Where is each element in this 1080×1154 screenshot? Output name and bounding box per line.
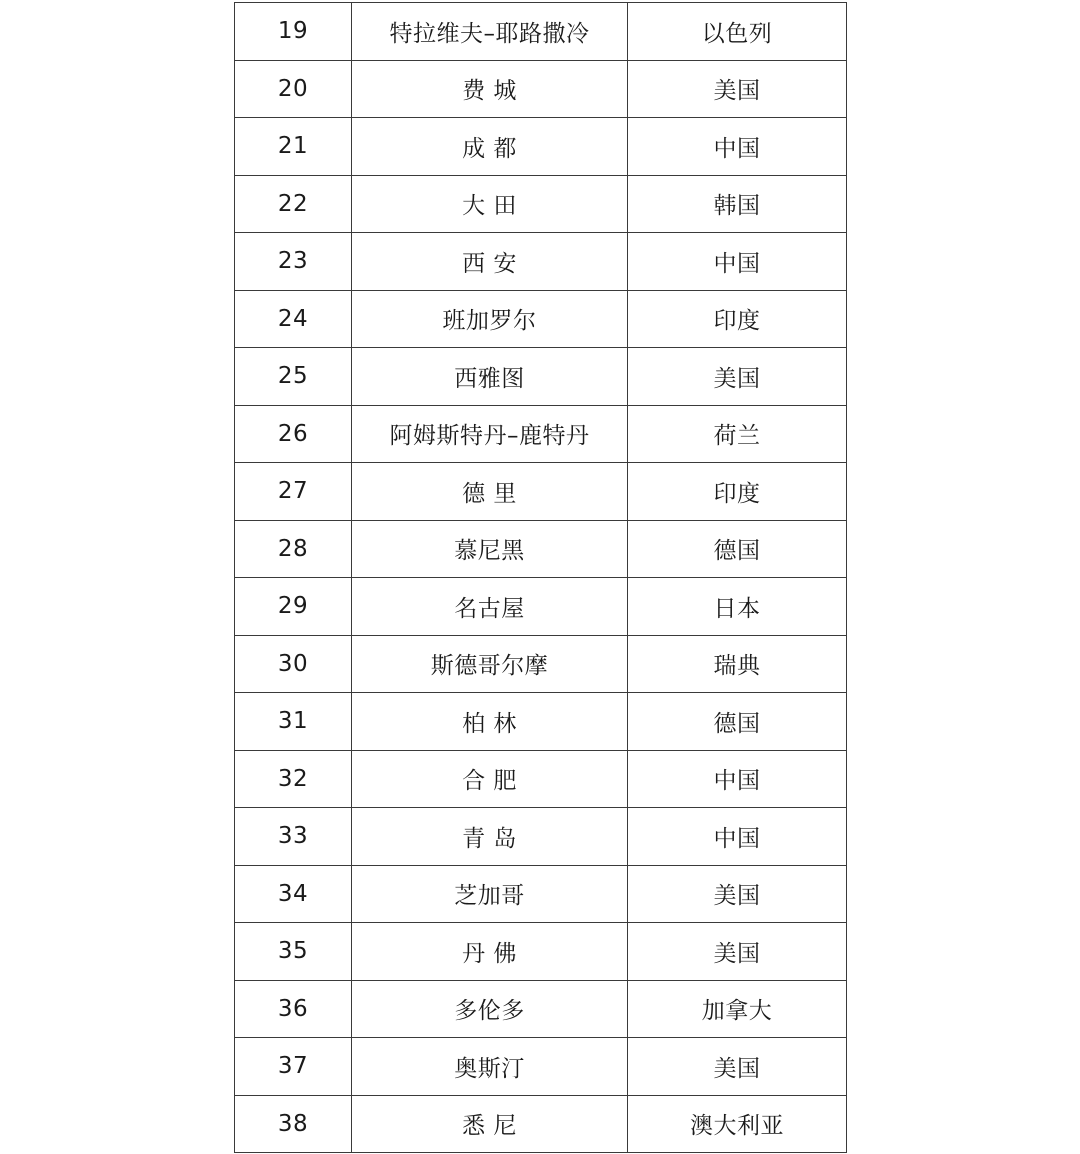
country-cell: 以色列 xyxy=(628,3,847,61)
city-cell: 名古屋 xyxy=(352,578,628,636)
country-cell: 中国 xyxy=(628,808,847,866)
table-row xyxy=(235,750,847,808)
rank-cell: 27 xyxy=(235,463,352,521)
country-cell: 荷兰 xyxy=(628,405,847,463)
table-row xyxy=(235,693,847,751)
city-cell: 特拉维夫–耶路撒冷 xyxy=(352,3,628,61)
rank-cell: 33 xyxy=(235,808,352,866)
table-row xyxy=(235,118,847,176)
country-cell: 德国 xyxy=(628,520,847,578)
country-cell: 德国 xyxy=(628,693,847,751)
city-cell: 合 肥 xyxy=(352,750,628,808)
country-cell: 美国 xyxy=(628,865,847,923)
table-row xyxy=(235,463,847,521)
table-row xyxy=(235,60,847,118)
country-cell: 美国 xyxy=(628,1038,847,1096)
city-cell: 德 里 xyxy=(352,463,628,521)
rank-cell: 36 xyxy=(235,980,352,1038)
rank-cell: 30 xyxy=(235,635,352,693)
rank-cell: 38 xyxy=(235,1095,352,1153)
city-cell: 丹 佛 xyxy=(352,923,628,981)
rank-cell: 31 xyxy=(235,693,352,751)
country-cell: 日本 xyxy=(628,578,847,636)
table-row xyxy=(235,1038,847,1096)
table-row xyxy=(235,405,847,463)
country-cell: 加拿大 xyxy=(628,980,847,1038)
country-cell: 韩国 xyxy=(628,175,847,233)
table-row xyxy=(235,635,847,693)
rank-cell: 21 xyxy=(235,118,352,176)
table-row xyxy=(235,290,847,348)
country-cell: 中国 xyxy=(628,750,847,808)
city-cell: 奥斯汀 xyxy=(352,1038,628,1096)
rank-cell: 34 xyxy=(235,865,352,923)
table-row xyxy=(235,808,847,866)
rank-cell: 24 xyxy=(235,290,352,348)
table-row xyxy=(235,3,847,61)
city-cell: 慕尼黑 xyxy=(352,520,628,578)
table-row xyxy=(235,520,847,578)
rank-cell: 19 xyxy=(235,3,352,61)
city-cell: 阿姆斯特丹–鹿特丹 xyxy=(352,405,628,463)
rank-cell: 23 xyxy=(235,233,352,291)
rank-cell: 32 xyxy=(235,750,352,808)
city-cell: 成 都 xyxy=(352,118,628,176)
city-cell: 西 安 xyxy=(352,233,628,291)
rank-cell: 28 xyxy=(235,520,352,578)
city-cell: 班加罗尔 xyxy=(352,290,628,348)
city-cell: 西雅图 xyxy=(352,348,628,406)
rank-cell: 20 xyxy=(235,60,352,118)
city-cell: 悉 尼 xyxy=(352,1095,628,1153)
country-cell: 美国 xyxy=(628,923,847,981)
city-cell: 柏 林 xyxy=(352,693,628,751)
city-cell: 青 岛 xyxy=(352,808,628,866)
city-cell: 芝加哥 xyxy=(352,865,628,923)
rank-cell: 26 xyxy=(235,405,352,463)
table-row xyxy=(235,233,847,291)
rank-cell: 25 xyxy=(235,348,352,406)
country-cell: 印度 xyxy=(628,463,847,521)
country-cell: 中国 xyxy=(628,233,847,291)
table-row xyxy=(235,1095,847,1153)
table-row xyxy=(235,865,847,923)
city-cell: 斯德哥尔摩 xyxy=(352,635,628,693)
city-cell: 多伦多 xyxy=(352,980,628,1038)
city-cell: 费 城 xyxy=(352,60,628,118)
ranking-table-container xyxy=(234,2,846,1153)
table-row xyxy=(235,980,847,1038)
country-cell: 瑞典 xyxy=(628,635,847,693)
table-row xyxy=(235,923,847,981)
rank-cell: 22 xyxy=(235,175,352,233)
city-cell: 大 田 xyxy=(352,175,628,233)
city-ranking-table xyxy=(234,2,847,1153)
country-cell: 澳大利亚 xyxy=(628,1095,847,1153)
country-cell: 中国 xyxy=(628,118,847,176)
country-cell: 印度 xyxy=(628,290,847,348)
table-row xyxy=(235,348,847,406)
rank-cell: 37 xyxy=(235,1038,352,1096)
table-row xyxy=(235,578,847,636)
table-row xyxy=(235,175,847,233)
country-cell: 美国 xyxy=(628,348,847,406)
rank-cell: 35 xyxy=(235,923,352,981)
country-cell: 美国 xyxy=(628,60,847,118)
rank-cell: 29 xyxy=(235,578,352,636)
